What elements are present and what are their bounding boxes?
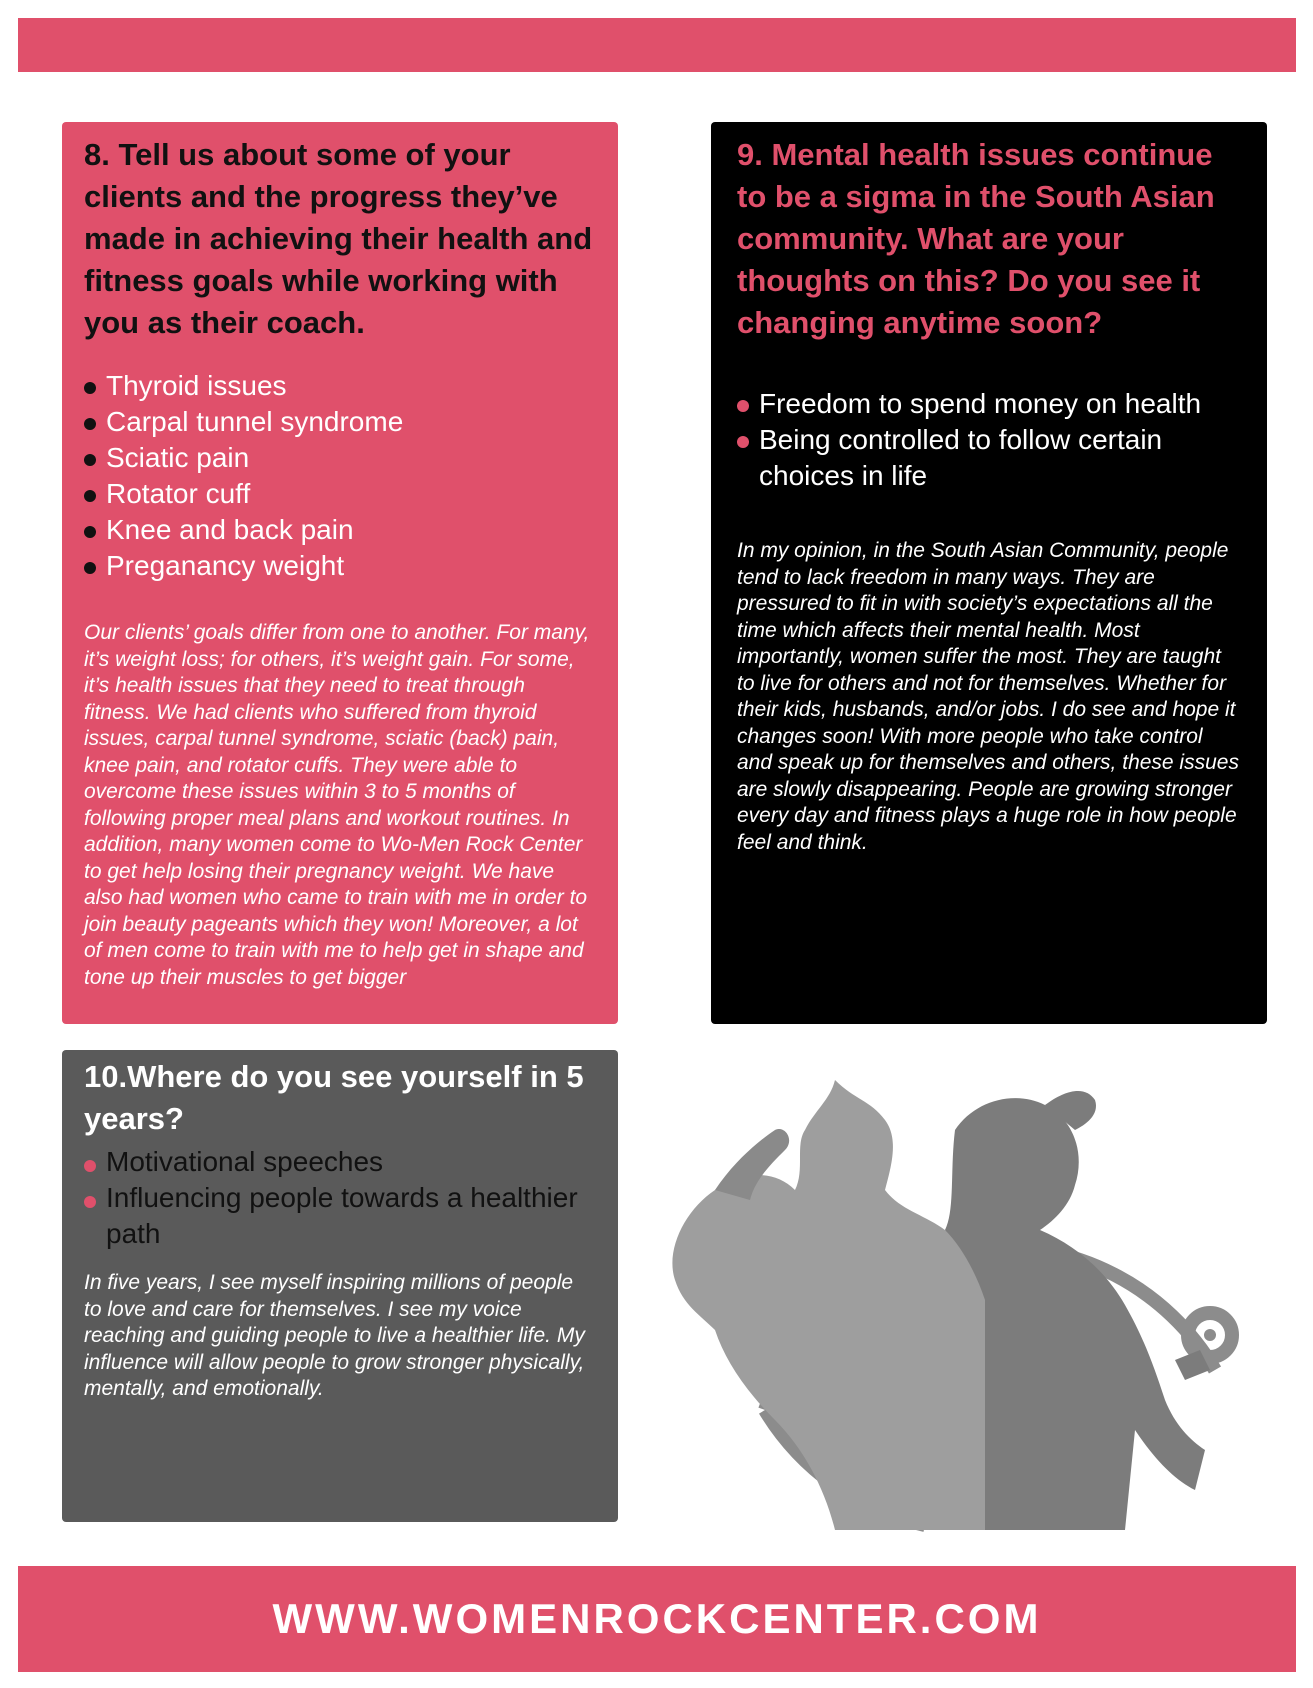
website-link[interactable]: WWW.WOMENROCKCENTER.COM — [272, 1595, 1042, 1642]
question-8-answer: Our clients’ goals differ from one to another. For many, it’s weight loss; for others, it’s weight gain. For some, it’s health issues that they need to treat through fitness. We had clients who suffered from thyroid issues, carpal tunnel syndrome, sciatic (back) pain, knee pain, and rotator cuffs. They were able to overcome these issues within 3 to 5 months of following proper meal plans and workout routines. In addition, many women come to Wo-Men Rock Center to get help losing their pregnancy weight. We have also had women who came to train with me in order to join beauty pageants which they won! Moreover, a lot of men come to train with me to help get in shape and tone up their muscles to get bigger — [84, 621, 590, 989]
bullet-dot-icon — [737, 436, 749, 448]
list-item: Being controlled to follow certain choices in life — [737, 422, 1241, 494]
list-item: Knee and back pain — [84, 512, 596, 548]
list-item: Influencing people towards a healthier path — [84, 1180, 596, 1252]
list-item: Carpal tunnel syndrome — [84, 404, 596, 440]
footer-banner — [18, 1566, 1296, 1672]
question-10-answer: In five years, I see myself inspiring millions of people to love and care for themselves. I see my voice reaching and guiding people to live a healthier life. My influence will allow people to grow stronger physically, mentally, and emotionally. — [84, 1271, 585, 1400]
question-9-bullets — [737, 386, 1241, 494]
list-item: Thyroid issues — [84, 368, 596, 404]
question-9-answer: In my opinion, in the South Asian Community, people tend to lack freedom in many ways. They are pressured to fit in with society’s expectations all the time which affects their mental health. Most importantly, women suffer the most. They are taught to live for others and not for themselves. Whether for their kids, husbands, and/or jobs. I do see and hope it changes soon! With more people who take control and speak up for themselves and others, these issues are slowly disappearing. People are growing stronger every day and fitness plays a huge role in how people feel and think. — [737, 539, 1239, 854]
list-item: Preganancy weight — [84, 548, 596, 584]
fitness-couple-logo-icon — [655, 1070, 1275, 1540]
bullet-dot-icon — [84, 454, 96, 466]
question-10-card — [62, 1050, 618, 1522]
list-item: Rotator cuff — [84, 476, 596, 512]
list-item: Freedom to spend money on health — [737, 386, 1241, 422]
bullet-dot-icon — [84, 526, 96, 538]
bullet-dot-icon — [737, 400, 749, 412]
question-8-card — [62, 122, 618, 1024]
question-9-card — [711, 122, 1267, 1024]
list-item: Motivational speeches — [84, 1144, 596, 1180]
top-banner — [18, 18, 1296, 72]
question-10-bullets — [84, 1144, 596, 1252]
bullet-dot-icon — [84, 490, 96, 502]
list-item: Sciatic pain — [84, 440, 596, 476]
bullet-dot-icon — [84, 562, 96, 574]
question-8-bullets — [84, 368, 596, 584]
question-10-title: 10.Where do you see yourself in 5 years? — [84, 1059, 584, 1136]
bullet-dot-icon — [84, 1160, 96, 1172]
bullet-dot-icon — [84, 418, 96, 430]
bullet-dot-icon — [84, 1196, 96, 1208]
question-8-title: 8. Tell us about some of your clients and the progress they’ve made in achieving their health and fitness goals while working with you as their coach. — [84, 137, 593, 340]
question-9-title: 9. Mental health issues continue to be a sigma in the South Asian community. What are your thoughts on this? Do you see it changing anytime soon? — [737, 137, 1215, 340]
bullet-dot-icon — [84, 382, 96, 394]
